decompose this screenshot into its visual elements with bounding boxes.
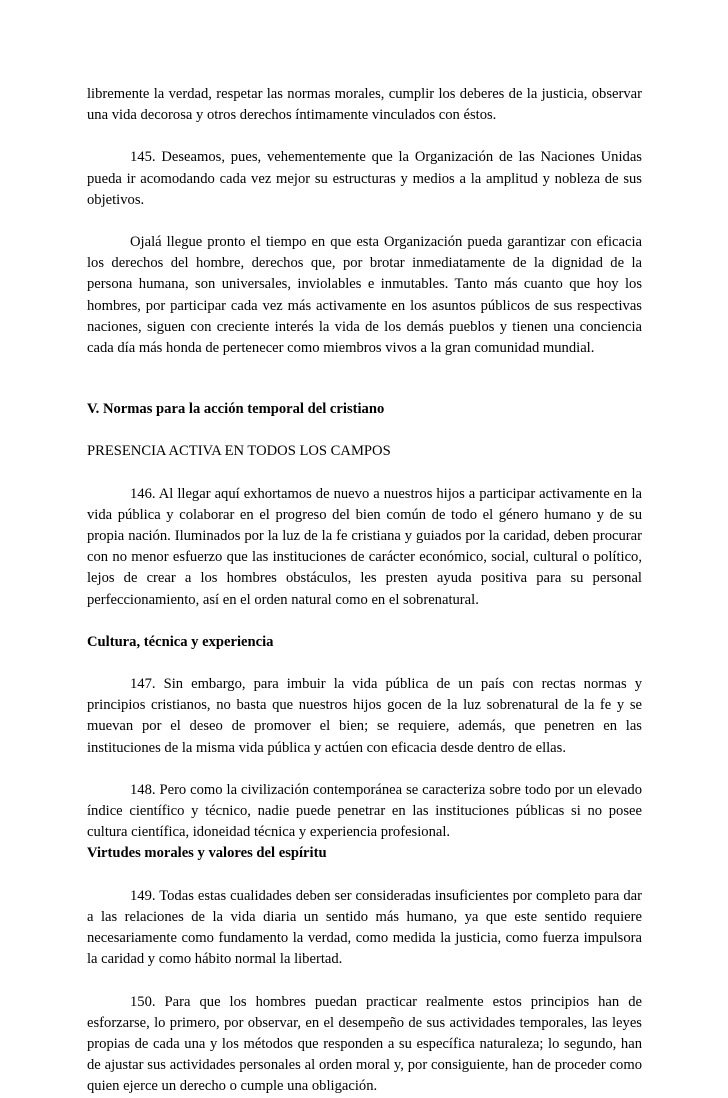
- paragraph-148: 148. Pero como la civilización contemporánea se caracteriza sobre todo por un elevado índice científico y técnico, nadie puede penetrar en las instituciones públicas si no posee cultura científica, idoneidad técnica y experiencia profesional.: [87, 781, 642, 841]
- subheading-virtudes: Virtudes morales y valores del espíritu: [87, 845, 327, 862]
- paragraph-continuation: libremente la verdad, respetar las normas morales, cumplir los deberes de la justicia, observar una vida decorosa y otros derechos íntimamente vinculados con éstos.: [87, 86, 642, 124]
- section-heading-v: V. Normas para la acción temporal del cristiano: [87, 401, 385, 418]
- paragraph-149: 149. Todas estas cualidades deben ser consideradas insuficientes por completo para dar a las relaciones de la vida diaria un sentido más humano, ya que este sentido requiere necesariamente como fundamento la verdad, como medida la justicia, como fuerza impulsora la caridad y como hábito normal la libertad.: [87, 887, 642, 968]
- subheading-presencia: PRESENCIA ACTIVA EN TODOS LOS CAMPOS: [87, 443, 391, 460]
- paragraph-146: 146. Al llegar aquí exhortamos de nuevo a nuestros hijos a participar activamente en la vida pública y colaborar en el progreso del bien común de todo el género humano y de su propia nación. Iluminados por la luz de la fe cristiana y guiados por la caridad, deben procurar con no menor esfuerzo que las instituciones de carácter económico, social, cultural o político, lejos de crear a los hombres obstáculos, les presten ayuda positiva para su personal perfeccionamiento, así en el orden natural como en el sobrenatural.: [87, 485, 642, 608]
- subheading-cultura: Cultura, técnica y experiencia: [87, 633, 274, 650]
- paragraph-145: 145. Deseamos, pues, vehementemente que la Organización de las Naciones Unidas pueda ir acomodando cada vez mejor su estructuras y medios a la amplitud y nobleza de sus objetivos.: [87, 149, 642, 208]
- paragraph-150: 150. Para que los hombres puedan practicar realmente estos principios han de esforzarse, lo primero, por observar, en el desempeño de sus actividades temporales, las leyes propias de cada una y los métodos que responden a su específica naturaleza; lo segundo, han de ajustar sus actividades personales al orden moral y, por consiguiente, han de proceder como quien ejerce un derecho o cumple una obligación.: [87, 993, 642, 1095]
- paragraph-147: 147. Sin embargo, para imbuir la vida pública de un país con rectas normas y principios cristianos, no basta que nuestros hijos gocen de la luz sobrenatural de la fe y se muevan por el deseo de promover el bien; se requiere, además, que penetren en las instituciones de la misma vida pública y actúen con eficacia desde dentro de ellas.: [87, 676, 642, 756]
- paragraph-ojala: Ojalá llegue pronto el tiempo en que esta Organización pueda garantizar con eficacia los derechos del hombre, derechos que, por brotar inmediatamente de la dignidad de la persona humana, son universales, inviolables e inmutables. Tanto más cuanto que hoy los hombres, por participar cada vez más activamente en los asuntos públicos de sus respectivas naciones, siguen con creciente interés la vida de los demás pueblos y tienen una conciencia cada día más honda de pertenecer como miembros vivos a la gran comunidad mundial.: [87, 234, 642, 357]
